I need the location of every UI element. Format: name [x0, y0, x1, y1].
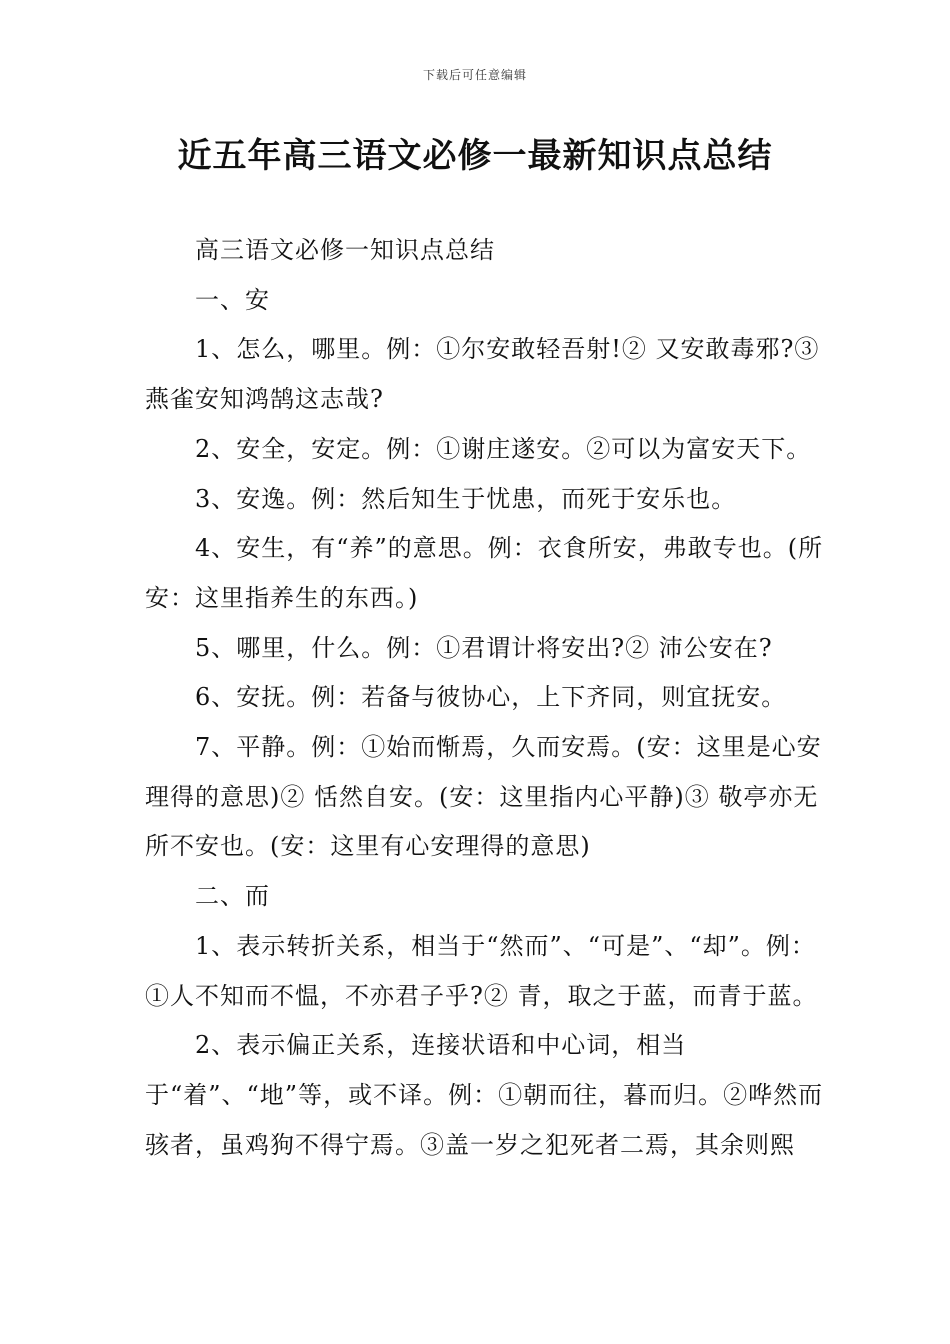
paragraph: 2、表示偏正关系，连接状语和中心词，相当于“着”、“地”等，或不译。例：①朝而往，暮而归。②哗然而骇者，虽鸡狗不得宁焉。③盖一岁之犯死者二焉，其余则熙 — [145, 1031, 824, 1159]
document-title: 近五年高三语文必修一最新知识点总结 — [177, 136, 773, 176]
section-heading: 二、而 — [195, 882, 270, 911]
paragraph: 3、安逸。例：然后知生于忧患，而死于安乐也。 — [195, 484, 737, 513]
paragraph: 4、安生，有“养”的意思。例：衣食所安，弗敢专也。(所安：这里指养生的东西。) — [145, 534, 824, 612]
paragraph: 7、平静。例：①始而惭焉，久而安焉。(安：这里是心安理得的意思)② 恬然自安。(安：这里指内心平静)③ 敬亭亦无所不安也。(安：这里有心安理得的意思) — [145, 733, 822, 861]
paragraph: 1、表示转折关系，相当于“然而”、“可是”、“却”。例：①人不知而不愠，不亦君子乎?② 青，取之于蓝，而青于蓝。 — [145, 931, 818, 1010]
paragraph: 6、安抚。例：若备与彼协心，上下齐同，则宜抚安。 — [195, 683, 787, 712]
header-note: 下载后可任意编辑 — [422, 68, 527, 82]
section-heading: 一、安 — [195, 285, 270, 314]
document-body — [145, 226, 825, 1170]
paragraph: 2、安全，安定。例：①谢庄遂安。②可以为富安天下。 — [195, 434, 812, 463]
paragraph: 1、怎么，哪里。例：①尔安敢轻吾射!② 又安敢毒邪?③燕雀安知鸿鹄这志哉? — [145, 335, 820, 414]
section-heading: 高三语文必修一知识点总结 — [195, 236, 495, 264]
paragraph: 5、哪里，什么。例：①君谓计将安出?② 沛公安在? — [195, 633, 773, 662]
